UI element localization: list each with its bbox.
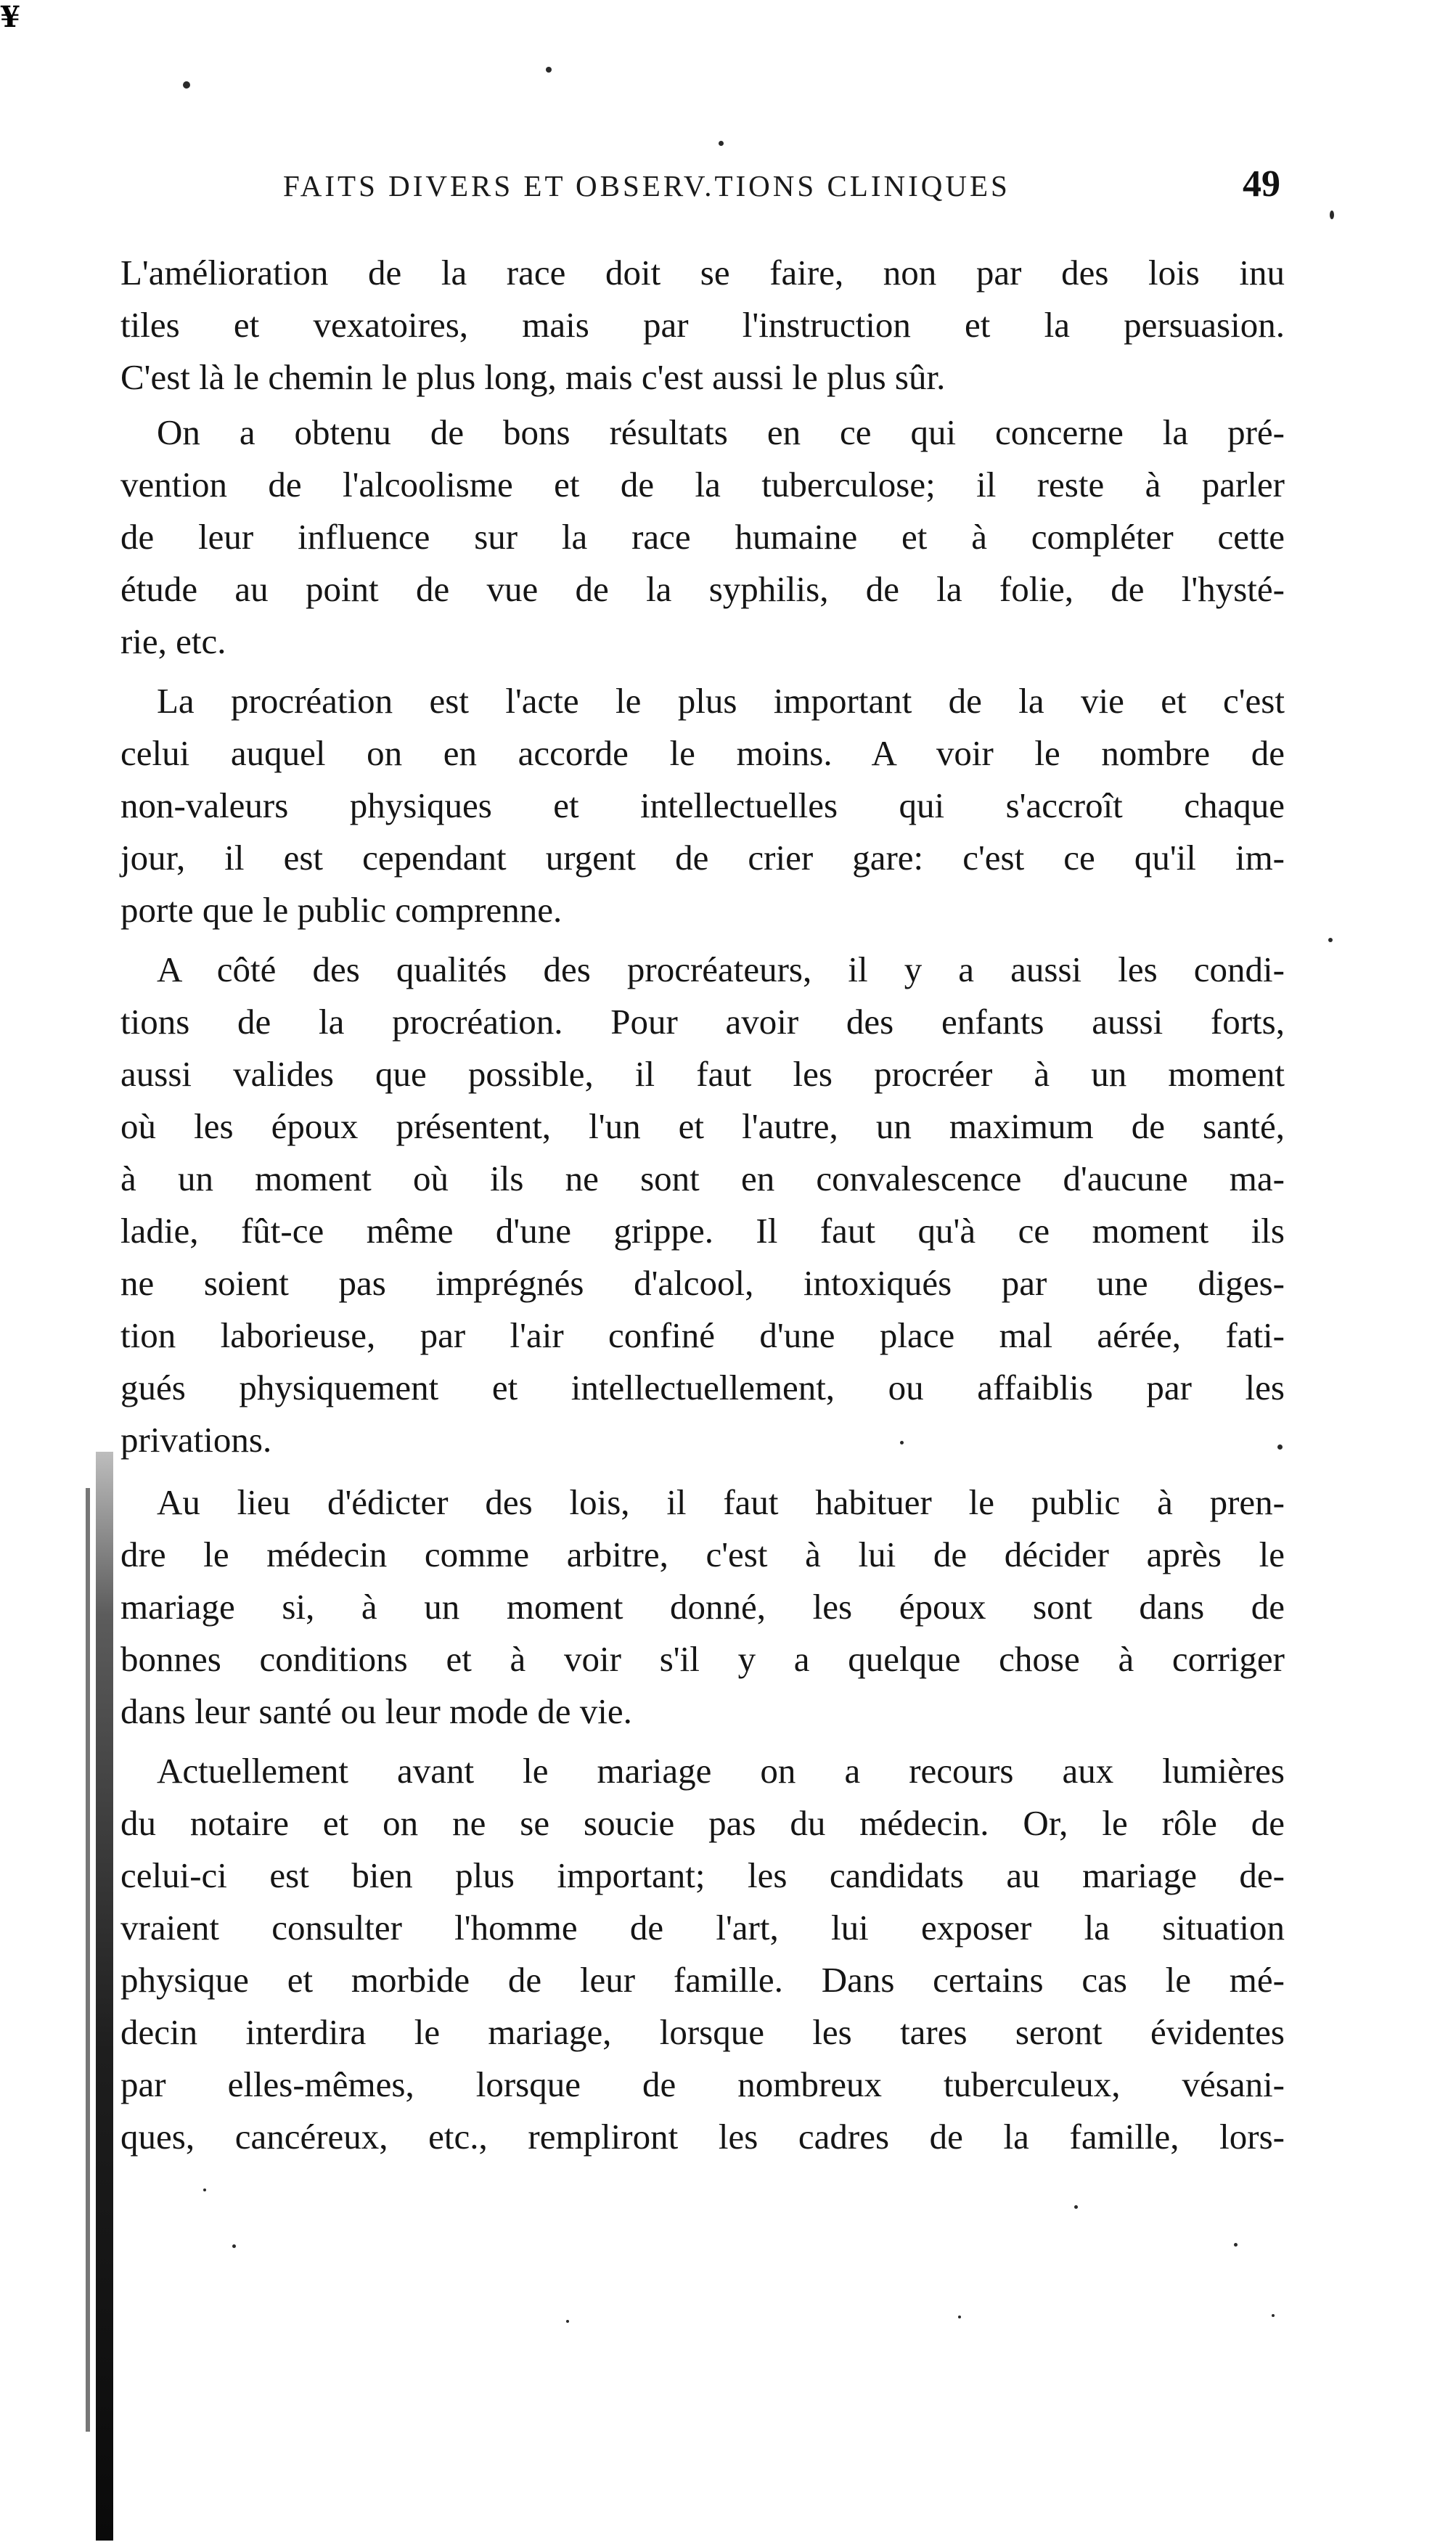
body-line: rie, etc. (120, 621, 226, 661)
body-line: mariage si, à un moment donné, les époux sont dans de (120, 1587, 1285, 1627)
body-line: jour, il est cependant urgent de crier gare: c'est ce qu'il im- (120, 838, 1285, 878)
scan-speck (232, 2244, 236, 2248)
body-line: tion laborieuse, par l'air confiné d'une place mal aérée, fati- (120, 1315, 1285, 1355)
body-line: privations. (120, 1420, 272, 1460)
body-line: de leur influence sur la race humaine et à compléter cette (120, 517, 1285, 557)
body-line: tiles et vexatoires, mais par l'instruction et la persuasion. (120, 305, 1285, 345)
body-line: dre le médecin comme arbitre, c'est à lui de décider après le (120, 1534, 1285, 1574)
body-line: porte que le public comprenne. (120, 890, 563, 930)
body-line: où les époux présentent, l'un et l'autre, un maximum de santé, (120, 1106, 1285, 1146)
scan-speck (1330, 211, 1334, 219)
body-line: ques, cancéreux, etc., rempliront les cadres de la famille, lors- (120, 2117, 1285, 2157)
scan-binding-shadow (86, 1488, 90, 2432)
body-line: ladie, fût-ce même d'une grippe. Il faut qu'à ce moment ils (120, 1211, 1285, 1251)
body-line: bonnes conditions et à voir s'il y a quelque chose à corriger (120, 1639, 1285, 1679)
scan-speck (1272, 2314, 1275, 2317)
running-header-title: FAITS DIVERS ET OBSERV.TIONS CLINIQUES (283, 169, 1010, 203)
scan-speck (1277, 1444, 1283, 1450)
body-line: par elles-mêmes, lorsque de nombreux tuberculeux, vésani- (120, 2064, 1285, 2104)
scan-speck (958, 2316, 961, 2318)
body-line: Au lieu d'édicter des lois, il faut habituer le public à pren- (157, 1482, 1285, 1522)
body-line: celui auquel on en accorde le moins. A voir le nombre de (120, 733, 1285, 773)
body-line: non-valeurs physiques et intellectuelles qui s'accroît chaque (120, 785, 1285, 825)
body-line: On a obtenu de bons résultats en ce qui concerne la pré- (157, 412, 1285, 452)
body-line: physique et morbide de leur famille. Dans certains cas le mé- (120, 1960, 1285, 2000)
body-line: tions de la procréation. Pour avoir des enfants aussi forts, (120, 1002, 1285, 1042)
body-line: ne soient pas imprégnés d'alcool, intoxiqués par une diges- (120, 1263, 1285, 1303)
scan-speck (1074, 2205, 1078, 2209)
body-line: aussi valides que possible, il faut les procréer à un moment (120, 1054, 1285, 1094)
body-line: L'amélioration de la race doit se faire, non par des lois inu (120, 253, 1285, 293)
body-line: à un moment où ils ne sont en convalescence d'aucune ma- (120, 1158, 1285, 1198)
scan-corner-mark: ¥ (0, 0, 20, 34)
body-line: dans leur santé ou leur mode de vie. (120, 1691, 632, 1731)
body-line: decin interdira le mariage, lorsque les tares seront évidentes (120, 2012, 1285, 2052)
body-line: A côté des qualités des procréateurs, il y a aussi les condi- (157, 949, 1285, 989)
body-line: celui-ci est bien plus important; les candidats au mariage de- (120, 1855, 1285, 1895)
scan-speck (1234, 2243, 1238, 2247)
scan-speck (900, 1441, 904, 1444)
body-line: du notaire et on ne se soucie pas du médecin. Or, le rôle de (120, 1803, 1285, 1843)
page-number: 49 (1243, 163, 1280, 205)
scan-speck (719, 141, 724, 146)
body-line: vention de l'alcoolisme et de la tuberculose; il reste à parler (120, 465, 1285, 504)
body-line: C'est là le chemin le plus long, mais c'est aussi le plus sûr. (120, 357, 946, 397)
scan-speck (566, 2320, 569, 2323)
body-line: vraient consulter l'homme de l'art, lui exposer la situation (120, 1908, 1285, 1948)
scan-binding-edge (96, 1452, 113, 2541)
scan-speck (183, 81, 190, 89)
scan-speck (203, 2189, 206, 2191)
body-line: Actuellement avant le mariage on a recours aux lumières (157, 1751, 1285, 1791)
body-line: La procréation est l'acte le plus important de la vie et c'est (157, 681, 1285, 721)
scan-speck (1328, 938, 1333, 942)
body-line: gués physiquement et intellectuellement, ou affaiblis par les (120, 1368, 1285, 1407)
body-line: étude au point de vue de la syphilis, de la folie, de l'hysté- (120, 569, 1285, 609)
scan-speck (546, 67, 552, 73)
